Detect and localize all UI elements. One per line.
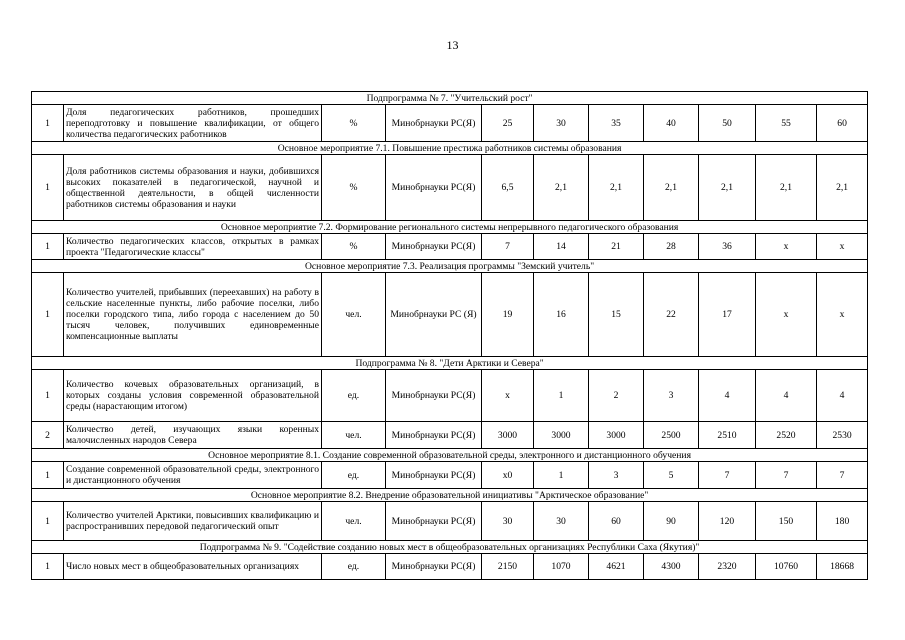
section-header-row [32,260,868,273]
row-number: 1 [32,105,64,142]
year-value: 180 [817,502,868,541]
indicator-description: Количество кочевых образовательных организаций, в которых созданы условия современной образовательной среды (нарастающим итогом) [64,370,322,422]
year-value: 30 [534,105,589,142]
year-value: 2,1 [699,155,756,221]
table-row [32,155,868,221]
unit-of-measure: % [322,234,386,260]
year-value: 2,1 [644,155,699,221]
responsible-organization: Минобрнауки РС(Я) [386,234,482,260]
year-value: х [756,273,817,357]
year-value: 3000 [534,422,589,449]
year-value: 25 [482,105,534,142]
indicator-description: Количество педагогических классов, открытых в рамках проекта "Педагогические классы" [64,234,322,260]
section-header-row [32,357,868,370]
section-title: Основное мероприятие 7.1. Повышение престижа работников системы образования [32,142,868,155]
year-value: 60 [817,105,868,142]
year-value: 2500 [644,422,699,449]
year-value: 1 [534,370,589,422]
year-value: х [482,370,534,422]
unit-of-measure: ед. [322,554,386,580]
year-value: 36 [699,234,756,260]
year-value: 1070 [534,554,589,580]
year-value: 7 [756,462,817,489]
unit-of-measure: ед. [322,370,386,422]
responsible-organization: Минобрнауки РС(Я) [386,105,482,142]
table-row [32,462,868,489]
table-body [32,92,868,580]
section-title: Основное мероприятие 7.2. Формирование регионального системы непрерывного педагогического образования [32,221,868,234]
year-value: 2510 [699,422,756,449]
year-value: 55 [756,105,817,142]
row-number: 1 [32,462,64,489]
year-value: 3000 [589,422,644,449]
year-value: 22 [644,273,699,357]
year-value: 2,1 [589,155,644,221]
table-row [32,502,868,541]
year-value: 30 [534,502,589,541]
responsible-organization: Минобрнауки РС(Я) [386,554,482,580]
row-number: 1 [32,234,64,260]
indicator-description: Количество учителей, прибывших (переехавших) на работу в сельские населенные пункты, либо рабочие поселки, либо поселки городского типа, либо города с населением до 50 тысяч человек, получивших единовременные компенсационные выплаты [64,273,322,357]
year-value: 7 [482,234,534,260]
table-row [32,105,868,142]
indicator-description: Создание современной образовательной среды, электронного и дистанционного обучения [64,462,322,489]
year-value: 19 [482,273,534,357]
year-value: 3 [589,462,644,489]
year-value: х [817,234,868,260]
unit-of-measure: чел. [322,502,386,541]
section-title: Основное мероприятие 7.3. Реализация программы "Земский учитель" [32,260,868,273]
year-value: 2530 [817,422,868,449]
year-value: 2,1 [534,155,589,221]
year-value: х [817,273,868,357]
year-value: 2 [589,370,644,422]
year-value: 7 [817,462,868,489]
year-value: 14 [534,234,589,260]
section-header-row [32,541,868,554]
indicator-description: Число новых мест в общеобразовательных организациях [64,554,322,580]
year-value: 1 [534,462,589,489]
unit-of-measure: чел. [322,273,386,357]
indicator-description: Доля педагогических работников, прошедших переподготовку и повышение квалификации, от общего количества педагогических работников [64,105,322,142]
unit-of-measure: чел. [322,422,386,449]
year-value: 4 [817,370,868,422]
indicator-description: Количество детей, изучающих языки коренных малочисленных народов Севера [64,422,322,449]
year-value: 5 [644,462,699,489]
section-header-row [32,92,868,105]
row-number: 1 [32,155,64,221]
year-value: 10760 [756,554,817,580]
section-header-row [32,489,868,502]
unit-of-measure: % [322,105,386,142]
indicators-table [31,91,868,580]
row-number: 1 [32,554,64,580]
section-title: Подпрограмма № 9. "Содействие созданию новых мест в общеобразовательных организациях Республики Саха (Якутия)" [32,541,868,554]
year-value: 18668 [817,554,868,580]
year-value: 16 [534,273,589,357]
year-value: 3 [644,370,699,422]
year-value: 4300 [644,554,699,580]
unit-of-measure: % [322,155,386,221]
row-number: 1 [32,502,64,541]
row-number: 1 [32,370,64,422]
year-value: 2,1 [756,155,817,221]
row-number: 2 [32,422,64,449]
section-header-row [32,142,868,155]
year-value: 2520 [756,422,817,449]
responsible-organization: Минобрнауки РС(Я) [386,422,482,449]
year-value: 35 [589,105,644,142]
indicator-description: Количество учителей Арктики, повысивших квалификацию и распространивших передовой педагогический опыт [64,502,322,541]
year-value: 15 [589,273,644,357]
year-value: 21 [589,234,644,260]
year-value: 120 [699,502,756,541]
year-value: 4 [756,370,817,422]
section-header-row [32,449,868,462]
responsible-organization: Минобрнауки РС (Я) [386,273,482,357]
year-value: 3000 [482,422,534,449]
table-row [32,422,868,449]
responsible-organization: Минобрнауки РС(Я) [386,370,482,422]
year-value: 90 [644,502,699,541]
year-value: 50 [699,105,756,142]
table-row [32,370,868,422]
year-value: 4621 [589,554,644,580]
section-title: Основное мероприятие 8.2. Внедрение образовательной инициативы "Арктическое образование" [32,489,868,502]
section-title: Основное мероприятие 8.1. Создание современной образовательной среды, электронного и дистанционного обучения [32,449,868,462]
row-number: 1 [32,273,64,357]
table-row [32,554,868,580]
year-value: 17 [699,273,756,357]
year-value: 30 [482,502,534,541]
year-value: 2320 [699,554,756,580]
year-value: 7 [699,462,756,489]
year-value: 60 [589,502,644,541]
table-row [32,273,868,357]
year-value: 28 [644,234,699,260]
responsible-organization: Минобрнауки РС(Я) [386,502,482,541]
year-value: 4 [699,370,756,422]
table-row [32,234,868,260]
section-title: Подпрограмма № 7. "Учительский рост" [32,92,868,105]
section-title: Подпрограмма № 8. "Дети Арктики и Севера" [32,357,868,370]
page-number: 13 [446,38,459,52]
unit-of-measure: ед. [322,462,386,489]
indicator-description: Доля работников системы образования и науки, добившихся высоких показателей в педагогической, научной и общественной деятельности, в общей численности работников системы образования и науки [64,155,322,221]
responsible-organization: Минобрнауки РС(Я) [386,155,482,221]
year-value: 6,5 [482,155,534,221]
section-header-row [32,221,868,234]
year-value: 2,1 [817,155,868,221]
responsible-organization: Минобрнауки РС(Я) [386,462,482,489]
year-value: 150 [756,502,817,541]
year-value: 2150 [482,554,534,580]
year-value: х [756,234,817,260]
year-value: 40 [644,105,699,142]
year-value: х0 [482,462,534,489]
